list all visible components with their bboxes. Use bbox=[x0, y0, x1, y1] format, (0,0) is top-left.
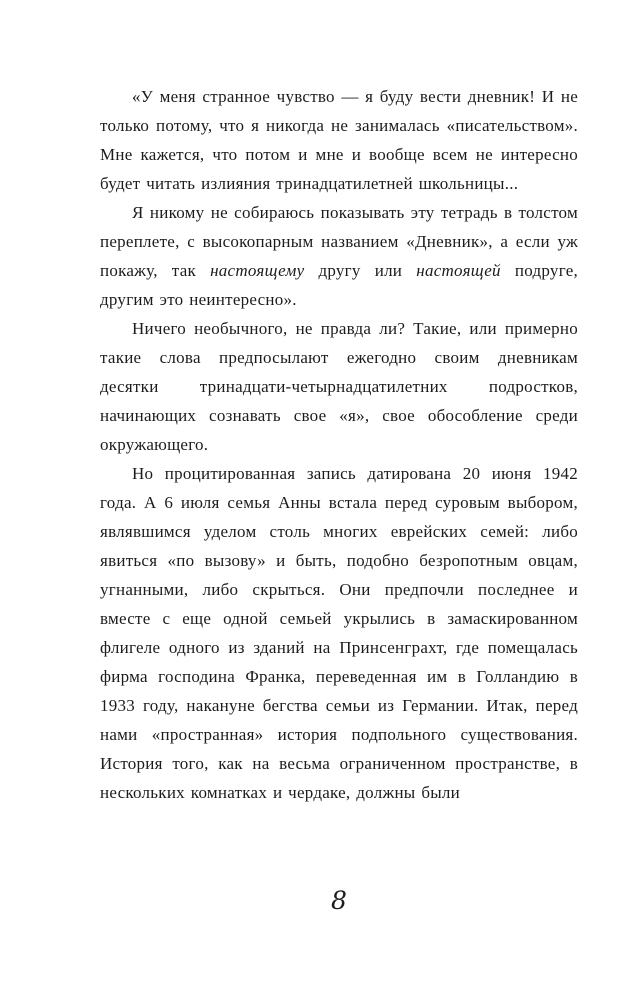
paragraph bbox=[100, 82, 578, 198]
paragraph-segment-italic: настоящей bbox=[416, 261, 501, 280]
paragraph bbox=[100, 198, 578, 314]
paragraph-segment: Ничего необычного, не правда ли? Такие, или примерно такие слова предпосылают ежегодно своим дневникам десятки тринадцати-четырнадцатилетних подростков, начинающих сознавать свое «я», свое обособление среди окружающего. bbox=[100, 319, 578, 454]
paragraph bbox=[100, 459, 578, 807]
paragraph-segment: другу или bbox=[304, 261, 417, 280]
paragraph-segment: «У меня странное чувство — я буду вести дневник! И не только потому, что я никогда не занималась «писательством». Мне кажется, что потом и мне и вообще всем не интересно будет читать излияния тринадцатилетней школьницы... bbox=[100, 87, 578, 193]
text-block bbox=[100, 82, 578, 807]
page-number: 8 bbox=[331, 886, 347, 915]
paragraph-segment: подруге, другим это неинтересно». bbox=[100, 261, 579, 309]
paragraph-segment: Я никому не собираюсь показывать эту тетрадь в толстом переплете, с высокопарным названием «Дневник», а если уж покажу, так bbox=[100, 203, 578, 280]
paragraph-segment: Но процитированная запись датирована 20 июня 1942 года. А 6 июля семья Анны встала перед суровым выбором, являвшимся уделом столь многих еврейских семей: либо явиться «по вызову» и быть, подобно безропотным овцам, угнанными, либо скрыться. Они предпочли последнее и вместе с еще одной семьей укрылись в замаскированном флигеле одного из зданий на Принсенграхт, где помещалась фирма господина Франка, переведенная им в Голландию в 1933 году, накануне бегства семьи из Германии. Итак, перед нами «пространная» история подпольного существования. История того, как на весьма ограниченном пространстве, в нескольких комнатках и чердаке, должны были bbox=[100, 464, 578, 802]
paragraph-segment-italic: настоящему bbox=[210, 261, 305, 280]
paragraph bbox=[100, 314, 578, 459]
